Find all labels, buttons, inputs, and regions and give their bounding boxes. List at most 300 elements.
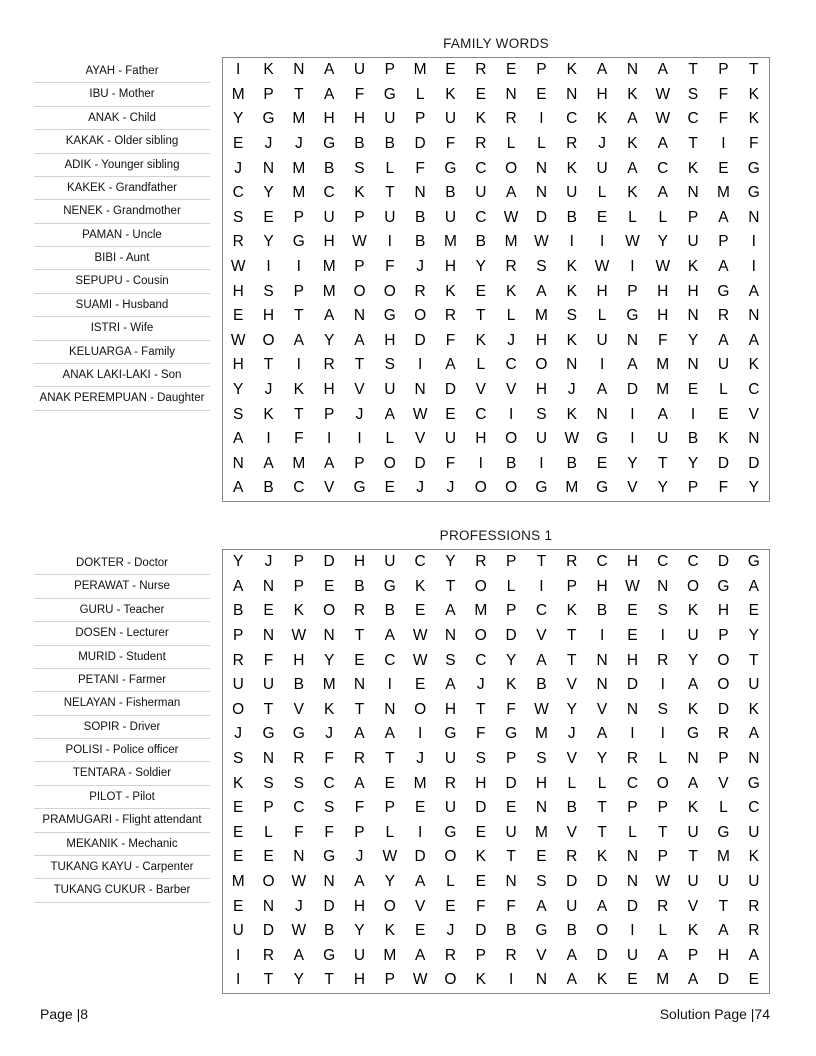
grid-cell[interactable]: K: [748, 848, 759, 866]
grid-cell[interactable]: Y: [657, 233, 668, 251]
grid-cell[interactable]: F: [324, 750, 334, 768]
grid-cell[interactable]: A: [566, 946, 577, 964]
grid-cell[interactable]: U: [384, 208, 396, 226]
grid-cell[interactable]: P: [384, 971, 395, 989]
grid-cell[interactable]: D: [414, 135, 426, 153]
grid-cell[interactable]: L: [506, 577, 516, 595]
grid-cell[interactable]: T: [597, 799, 607, 817]
grid-cell[interactable]: P: [323, 405, 335, 423]
grid-cell[interactable]: N: [262, 159, 275, 177]
grid-cell[interactable]: G: [596, 430, 609, 448]
grid-cell[interactable]: N: [414, 184, 426, 202]
grid-cell[interactable]: B: [475, 233, 486, 251]
grid-cell[interactable]: L: [476, 356, 486, 374]
grid-cell[interactable]: S: [536, 258, 547, 276]
grid-cell[interactable]: W: [412, 627, 428, 645]
grid-cell[interactable]: P: [293, 208, 304, 226]
grid-cell[interactable]: U: [475, 184, 487, 202]
grid-cell[interactable]: K: [748, 356, 759, 374]
grid-cell[interactable]: A: [566, 971, 577, 989]
grid-cell[interactable]: A: [657, 405, 668, 423]
grid-cell[interactable]: N: [626, 873, 639, 891]
grid-cell[interactable]: E: [263, 208, 274, 226]
grid-cell[interactable]: W: [625, 233, 640, 251]
grid-cell[interactable]: W: [291, 922, 307, 940]
grid-cell[interactable]: J: [355, 405, 364, 423]
grid-cell[interactable]: K: [475, 971, 486, 989]
grid-cell[interactable]: N: [505, 85, 517, 103]
grid-cell[interactable]: U: [444, 208, 457, 226]
grid-cell[interactable]: E: [475, 823, 486, 841]
grid-cell[interactable]: R: [505, 946, 517, 964]
grid-cell[interactable]: O: [262, 873, 275, 891]
grid-cell[interactable]: P: [627, 799, 638, 817]
grid-cell[interactable]: B: [323, 922, 335, 940]
grid-cell[interactable]: O: [383, 897, 396, 915]
grid-cell[interactable]: A: [354, 774, 365, 792]
grid-cell[interactable]: P: [627, 282, 638, 300]
grid-cell[interactable]: U: [748, 676, 760, 694]
grid-cell[interactable]: E: [505, 61, 517, 79]
grid-cell[interactable]: A: [323, 307, 335, 325]
grid-cell[interactable]: V: [687, 897, 699, 915]
grid-cell[interactable]: N: [748, 430, 760, 448]
grid-cell[interactable]: G: [535, 922, 548, 940]
grid-cell[interactable]: F: [506, 897, 516, 915]
grid-cell[interactable]: M: [656, 381, 670, 399]
grid-cell[interactable]: S: [354, 159, 365, 177]
grid-cell[interactable]: O: [596, 922, 609, 940]
grid-cell[interactable]: F: [476, 897, 486, 915]
grid-cell[interactable]: C: [414, 553, 426, 571]
grid-cell[interactable]: A: [536, 897, 547, 915]
grid-cell[interactable]: C: [293, 479, 305, 497]
grid-cell[interactable]: A: [293, 946, 304, 964]
grid-cell[interactable]: U: [687, 233, 699, 251]
grid-cell[interactable]: K: [445, 282, 456, 300]
grid-cell[interactable]: O: [656, 774, 669, 792]
grid-cell[interactable]: M: [534, 307, 548, 325]
grid-cell[interactable]: J: [507, 331, 515, 349]
grid-cell[interactable]: K: [445, 85, 456, 103]
grid-cell[interactable]: A: [354, 331, 365, 349]
grid-cell[interactable]: D: [444, 381, 457, 399]
grid-cell[interactable]: P: [718, 750, 729, 768]
grid-cell[interactable]: B: [566, 799, 577, 817]
grid-cell[interactable]: N: [505, 873, 517, 891]
grid-cell[interactable]: T: [597, 823, 607, 841]
grid-cell[interactable]: U: [262, 676, 275, 694]
grid-cell[interactable]: M: [231, 873, 245, 891]
grid-cell[interactable]: I: [417, 356, 423, 374]
grid-cell[interactable]: W: [534, 233, 549, 251]
grid-cell[interactable]: H: [717, 946, 730, 964]
word-search-grid-professions[interactable]: [222, 549, 770, 994]
grid-cell[interactable]: U: [505, 823, 517, 841]
grid-cell[interactable]: N: [293, 61, 305, 79]
grid-cell[interactable]: W: [564, 430, 580, 448]
grid-cell[interactable]: K: [687, 799, 699, 817]
grid-cell[interactable]: Y: [687, 331, 699, 349]
grid-cell[interactable]: C: [475, 159, 487, 177]
grid-cell[interactable]: P: [475, 946, 486, 964]
grid-cell[interactable]: P: [657, 848, 668, 866]
grid-cell[interactable]: C: [323, 774, 335, 792]
grid-cell[interactable]: W: [534, 700, 549, 718]
grid-cell[interactable]: I: [266, 258, 271, 276]
grid-cell[interactable]: I: [751, 233, 756, 251]
grid-cell[interactable]: L: [264, 823, 273, 841]
grid-cell[interactable]: G: [292, 233, 305, 251]
grid-cell[interactable]: M: [322, 258, 336, 276]
grid-cell[interactable]: A: [414, 873, 426, 891]
grid-cell[interactable]: V: [596, 700, 608, 718]
grid-cell[interactable]: K: [687, 258, 699, 276]
grid-cell[interactable]: R: [717, 307, 730, 325]
grid-cell[interactable]: D: [323, 553, 335, 571]
grid-cell[interactable]: T: [476, 307, 486, 325]
grid-cell[interactable]: T: [567, 651, 577, 669]
grid-cell[interactable]: M: [716, 184, 730, 202]
grid-cell[interactable]: V: [566, 823, 577, 841]
grid-cell[interactable]: I: [508, 971, 514, 989]
grid-cell[interactable]: L: [415, 85, 425, 103]
grid-cell[interactable]: S: [232, 750, 244, 768]
grid-cell[interactable]: V: [566, 676, 577, 694]
grid-cell[interactable]: O: [383, 282, 396, 300]
grid-cell[interactable]: P: [293, 282, 304, 300]
grid-cell[interactable]: I: [630, 922, 635, 940]
grid-cell[interactable]: N: [626, 848, 639, 866]
grid-cell[interactable]: E: [354, 651, 365, 669]
grid-cell[interactable]: A: [748, 946, 759, 964]
grid-cell[interactable]: P: [384, 799, 395, 817]
grid-cell[interactable]: W: [382, 848, 398, 866]
grid-cell[interactable]: A: [596, 381, 608, 399]
grid-cell[interactable]: H: [475, 774, 487, 792]
grid-cell[interactable]: F: [263, 651, 274, 669]
grid-cell[interactable]: O: [353, 282, 366, 300]
grid-cell[interactable]: H: [444, 700, 457, 718]
grid-cell[interactable]: W: [655, 110, 671, 128]
grid-cell[interactable]: N: [262, 897, 275, 915]
grid-cell[interactable]: L: [567, 774, 577, 792]
grid-cell[interactable]: A: [232, 479, 244, 497]
grid-cell[interactable]: E: [323, 577, 335, 595]
grid-cell[interactable]: C: [384, 651, 396, 669]
grid-cell[interactable]: T: [658, 454, 668, 472]
grid-cell[interactable]: N: [687, 750, 699, 768]
grid-cell[interactable]: R: [657, 897, 669, 915]
grid-cell[interactable]: R: [566, 848, 578, 866]
grid-cell[interactable]: I: [569, 233, 574, 251]
grid-cell[interactable]: I: [539, 454, 544, 472]
grid-cell[interactable]: C: [687, 553, 699, 571]
grid-cell[interactable]: K: [566, 258, 577, 276]
grid-cell[interactable]: A: [627, 159, 638, 177]
grid-cell[interactable]: A: [687, 774, 699, 792]
grid-cell[interactable]: B: [384, 602, 395, 620]
grid-cell[interactable]: Y: [505, 651, 517, 669]
grid-cell[interactable]: K: [687, 700, 699, 718]
grid-cell[interactable]: H: [353, 553, 366, 571]
grid-cell[interactable]: E: [232, 799, 244, 817]
grid-cell[interactable]: T: [749, 61, 759, 79]
grid-cell[interactable]: S: [657, 700, 668, 718]
grid-cell[interactable]: R: [475, 61, 487, 79]
grid-cell[interactable]: M: [231, 85, 245, 103]
grid-cell[interactable]: K: [354, 184, 365, 202]
grid-cell[interactable]: S: [263, 774, 274, 792]
grid-cell[interactable]: N: [566, 356, 578, 374]
grid-cell[interactable]: P: [687, 479, 699, 497]
grid-cell[interactable]: G: [323, 848, 336, 866]
grid-cell[interactable]: A: [323, 61, 335, 79]
grid-cell[interactable]: D: [505, 774, 517, 792]
grid-cell[interactable]: N: [596, 405, 608, 423]
grid-cell[interactable]: R: [232, 233, 244, 251]
grid-cell[interactable]: B: [232, 602, 244, 620]
grid-cell[interactable]: H: [323, 110, 335, 128]
grid-cell[interactable]: E: [414, 676, 426, 694]
grid-cell[interactable]: J: [567, 381, 576, 399]
grid-cell[interactable]: T: [294, 307, 304, 325]
grid-cell[interactable]: F: [294, 430, 304, 448]
grid-cell[interactable]: B: [687, 430, 699, 448]
grid-cell[interactable]: M: [292, 159, 306, 177]
grid-cell[interactable]: V: [414, 430, 426, 448]
grid-cell[interactable]: D: [717, 454, 730, 472]
grid-cell[interactable]: T: [354, 356, 365, 374]
grid-cell[interactable]: V: [323, 479, 335, 497]
grid-cell[interactable]: P: [657, 799, 668, 817]
grid-cell[interactable]: N: [748, 750, 760, 768]
grid-cell[interactable]: T: [385, 184, 395, 202]
grid-cell[interactable]: S: [475, 750, 486, 768]
grid-cell[interactable]: E: [718, 405, 729, 423]
grid-cell[interactable]: L: [628, 208, 637, 226]
grid-cell[interactable]: A: [748, 577, 759, 595]
grid-cell[interactable]: G: [383, 307, 396, 325]
grid-cell[interactable]: M: [534, 725, 548, 743]
grid-cell[interactable]: S: [657, 602, 668, 620]
grid-cell[interactable]: N: [748, 307, 760, 325]
grid-cell[interactable]: E: [596, 454, 608, 472]
grid-cell[interactable]: L: [719, 381, 728, 399]
grid-cell[interactable]: V: [536, 946, 547, 964]
grid-cell[interactable]: F: [658, 331, 668, 349]
grid-cell[interactable]: A: [323, 85, 335, 103]
grid-cell[interactable]: Y: [293, 971, 304, 989]
grid-cell[interactable]: F: [506, 700, 516, 718]
grid-cell[interactable]: B: [414, 233, 426, 251]
grid-cell[interactable]: Y: [232, 110, 244, 128]
grid-cell[interactable]: A: [657, 946, 668, 964]
grid-cell[interactable]: G: [353, 479, 366, 497]
grid-cell[interactable]: P: [718, 233, 729, 251]
grid-cell[interactable]: H: [535, 774, 548, 792]
grid-cell[interactable]: H: [657, 282, 669, 300]
grid-cell[interactable]: G: [323, 135, 336, 153]
grid-cell[interactable]: S: [536, 750, 547, 768]
grid-cell[interactable]: P: [354, 208, 365, 226]
grid-cell[interactable]: G: [444, 725, 457, 743]
grid-cell[interactable]: R: [475, 135, 487, 153]
grid-cell[interactable]: O: [444, 971, 457, 989]
grid-cell[interactable]: I: [387, 676, 392, 694]
grid-cell[interactable]: C: [232, 184, 244, 202]
grid-cell[interactable]: A: [384, 627, 395, 645]
grid-cell[interactable]: B: [536, 676, 547, 694]
grid-cell[interactable]: I: [236, 971, 241, 989]
grid-cell[interactable]: U: [566, 184, 578, 202]
grid-cell[interactable]: L: [658, 208, 668, 226]
grid-cell[interactable]: A: [232, 430, 244, 448]
grid-cell[interactable]: A: [445, 602, 456, 620]
grid-cell[interactable]: M: [292, 454, 306, 472]
grid-cell[interactable]: P: [293, 577, 304, 595]
grid-cell[interactable]: O: [505, 159, 518, 177]
grid-cell[interactable]: Y: [323, 651, 335, 669]
grid-cell[interactable]: S: [293, 774, 304, 792]
grid-cell[interactable]: U: [444, 110, 457, 128]
grid-cell[interactable]: H: [323, 233, 335, 251]
grid-cell[interactable]: M: [565, 479, 579, 497]
grid-cell[interactable]: E: [718, 159, 729, 177]
grid-cell[interactable]: R: [293, 750, 305, 768]
grid-cell[interactable]: J: [416, 750, 424, 768]
grid-cell[interactable]: U: [596, 159, 608, 177]
grid-cell[interactable]: K: [566, 405, 577, 423]
grid-cell[interactable]: M: [383, 946, 397, 964]
grid-cell[interactable]: K: [566, 282, 577, 300]
grid-cell[interactable]: M: [656, 356, 670, 374]
grid-cell[interactable]: T: [749, 651, 759, 669]
grid-cell[interactable]: D: [262, 922, 275, 940]
grid-cell[interactable]: C: [657, 159, 669, 177]
grid-cell[interactable]: U: [384, 381, 396, 399]
grid-cell[interactable]: U: [353, 61, 366, 79]
grid-cell[interactable]: K: [323, 700, 335, 718]
grid-cell[interactable]: Y: [232, 381, 244, 399]
grid-cell[interactable]: N: [596, 651, 608, 669]
grid-cell[interactable]: I: [539, 577, 544, 595]
grid-cell[interactable]: T: [294, 85, 304, 103]
grid-cell[interactable]: I: [326, 430, 332, 448]
grid-cell[interactable]: O: [414, 307, 427, 325]
grid-cell[interactable]: N: [262, 627, 275, 645]
grid-cell[interactable]: A: [748, 282, 759, 300]
grid-cell[interactable]: R: [748, 897, 760, 915]
grid-cell[interactable]: L: [385, 430, 395, 448]
grid-cell[interactable]: H: [232, 356, 244, 374]
grid-cell[interactable]: U: [232, 922, 244, 940]
grid-cell[interactable]: K: [687, 602, 699, 620]
grid-cell[interactable]: I: [296, 356, 301, 374]
grid-cell[interactable]: E: [232, 307, 244, 325]
grid-cell[interactable]: M: [413, 774, 427, 792]
grid-cell[interactable]: K: [748, 110, 759, 128]
grid-cell[interactable]: F: [354, 85, 365, 103]
grid-cell[interactable]: J: [567, 725, 576, 743]
grid-cell[interactable]: H: [596, 282, 608, 300]
grid-cell[interactable]: N: [293, 848, 305, 866]
grid-cell[interactable]: I: [417, 725, 423, 743]
grid-cell[interactable]: R: [566, 135, 578, 153]
grid-cell[interactable]: A: [323, 454, 335, 472]
grid-cell[interactable]: L: [658, 750, 668, 768]
grid-cell[interactable]: B: [596, 602, 608, 620]
grid-cell[interactable]: G: [262, 725, 275, 743]
grid-cell[interactable]: J: [325, 725, 334, 743]
grid-cell[interactable]: D: [414, 848, 426, 866]
grid-cell[interactable]: Y: [323, 331, 335, 349]
grid-cell[interactable]: W: [655, 258, 671, 276]
grid-cell[interactable]: E: [748, 602, 759, 620]
grid-cell[interactable]: E: [475, 282, 486, 300]
grid-cell[interactable]: D: [717, 971, 730, 989]
grid-cell[interactable]: A: [657, 184, 668, 202]
grid-cell[interactable]: R: [232, 651, 244, 669]
grid-cell[interactable]: Y: [263, 233, 274, 251]
grid-cell[interactable]: L: [537, 135, 546, 153]
grid-cell[interactable]: N: [444, 627, 457, 645]
grid-cell[interactable]: I: [599, 627, 605, 645]
grid-cell[interactable]: N: [657, 577, 669, 595]
grid-cell[interactable]: B: [445, 184, 456, 202]
grid-cell[interactable]: D: [323, 897, 335, 915]
grid-cell[interactable]: T: [385, 750, 395, 768]
grid-cell[interactable]: N: [535, 159, 548, 177]
grid-cell[interactable]: O: [505, 430, 518, 448]
grid-cell[interactable]: I: [630, 725, 635, 743]
grid-cell[interactable]: U: [384, 110, 396, 128]
grid-cell[interactable]: F: [718, 110, 729, 128]
grid-cell[interactable]: R: [262, 946, 275, 964]
grid-cell[interactable]: B: [293, 676, 304, 694]
grid-cell[interactable]: A: [627, 356, 638, 374]
grid-cell[interactable]: O: [262, 331, 275, 349]
grid-cell[interactable]: J: [294, 135, 303, 153]
grid-cell[interactable]: G: [596, 479, 609, 497]
grid-cell[interactable]: D: [475, 799, 487, 817]
grid-cell[interactable]: O: [687, 577, 700, 595]
grid-cell[interactable]: T: [506, 848, 516, 866]
grid-cell[interactable]: C: [596, 553, 608, 571]
grid-cell[interactable]: G: [747, 553, 760, 571]
grid-cell[interactable]: I: [599, 233, 605, 251]
grid-cell[interactable]: K: [596, 848, 608, 866]
grid-cell[interactable]: B: [263, 479, 274, 497]
grid-cell[interactable]: U: [566, 897, 578, 915]
grid-cell[interactable]: R: [505, 110, 517, 128]
grid-cell[interactable]: R: [353, 602, 366, 620]
grid-cell[interactable]: J: [264, 553, 273, 571]
grid-cell[interactable]: L: [597, 307, 607, 325]
grid-cell[interactable]: T: [263, 971, 274, 989]
grid-cell[interactable]: D: [626, 676, 639, 694]
grid-cell[interactable]: E: [232, 135, 244, 153]
grid-cell[interactable]: Y: [748, 479, 759, 497]
grid-cell[interactable]: F: [445, 135, 456, 153]
grid-cell[interactable]: T: [536, 553, 547, 571]
grid-cell[interactable]: E: [627, 602, 638, 620]
grid-cell[interactable]: A: [384, 405, 395, 423]
grid-cell[interactable]: J: [264, 135, 273, 153]
grid-cell[interactable]: L: [385, 823, 395, 841]
grid-cell[interactable]: J: [234, 725, 243, 743]
grid-cell[interactable]: K: [748, 85, 759, 103]
